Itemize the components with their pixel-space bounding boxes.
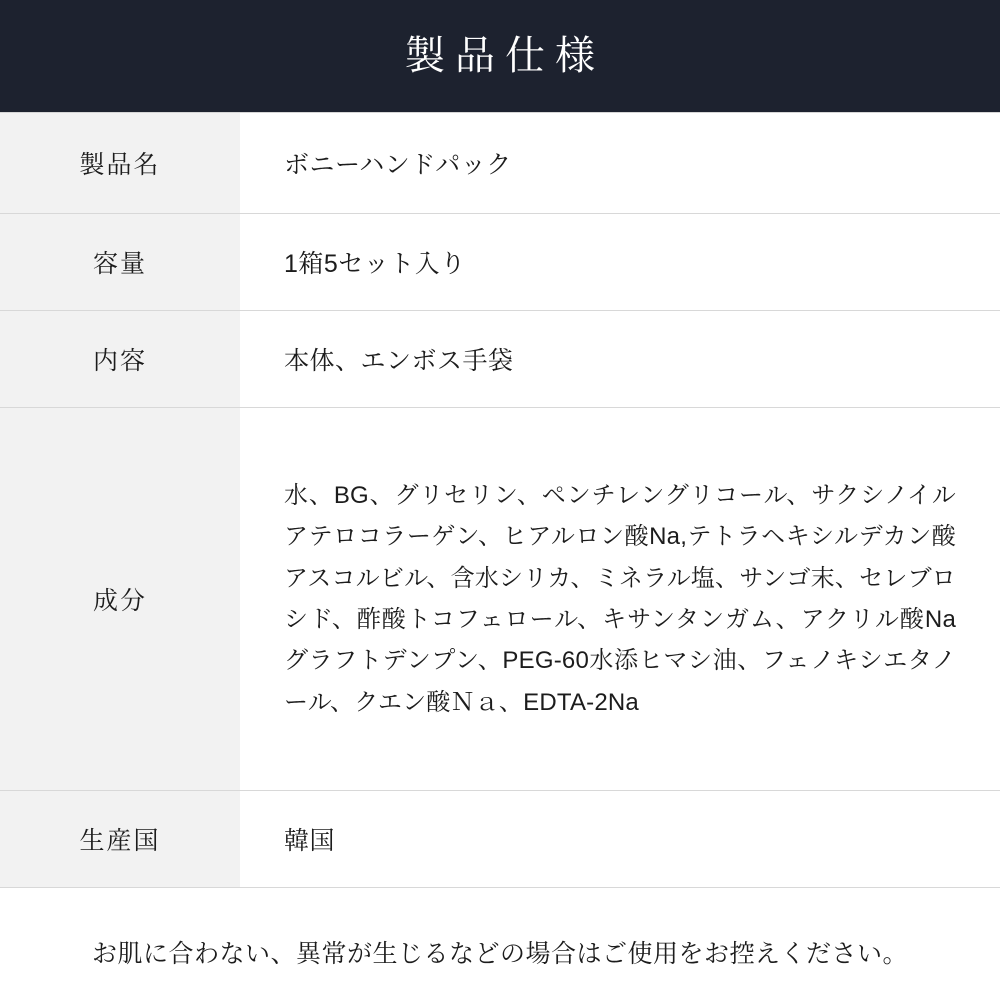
spec-header (0, 0, 1000, 112)
caution-note: お肌に合わない、異常が生じるなどの場合はご使用をお控えください。 (91, 940, 908, 968)
spec-table (0, 112, 1000, 904)
row-label-product-name: 製品名 (0, 113, 240, 213)
row-label-volume: 容量 (0, 214, 240, 310)
ingredients-text: 水、BG、グリセリン、ペンチレングリコール、サクシノイルアテロコラーゲン、ヒアルロン酸Na,テトラヘキシルデカン酸アスコルビル、含水シリカ、ミネラル塩、サンゴ末、セレブロシド、酢酸トコフェロール、キサンタンガム、アクリル酸Naグラフトデンプン、PEG-60水添ヒマシ油、フェノキシエタノール、クエン酸Ｎａ、EDTA-2Na (284, 482, 956, 716)
table-row (0, 214, 1000, 311)
row-value-ingredients (240, 408, 1000, 790)
table-row (0, 408, 1000, 791)
row-label-ingredients: 成分 (0, 408, 240, 790)
table-row (0, 311, 1000, 408)
table-row (0, 791, 1000, 888)
row-label-country-of-origin: 生産国 (0, 791, 240, 887)
page-title: 製品仕様 (405, 34, 605, 78)
row-value-contents: 本体、エンボス手袋 (240, 311, 1000, 407)
row-label-contents: 内容 (0, 311, 240, 407)
row-value-product-name: ボニーハンドパック (240, 113, 1000, 213)
row-value-volume: 1箱5セット入り (240, 214, 1000, 310)
row-value-country-of-origin: 韓国 (240, 791, 1000, 887)
spec-footer (0, 904, 1000, 1000)
table-row (0, 113, 1000, 214)
